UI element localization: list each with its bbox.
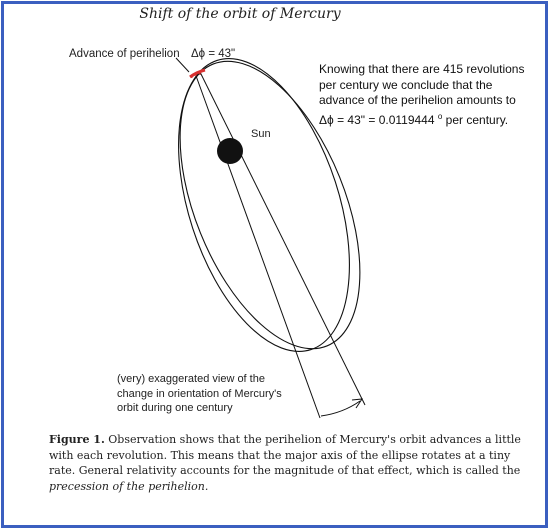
exaggerated-line-2: change in orientation of Mercury's	[117, 387, 282, 400]
figure-label: Figure 1.	[49, 433, 105, 446]
degree-symbol: o	[437, 111, 443, 121]
exaggerated-view-note	[117, 372, 317, 416]
advance-leader-line	[176, 58, 189, 72]
figure-caption	[49, 432, 521, 494]
sun-icon	[217, 138, 243, 164]
note-per-century: per century.	[442, 112, 509, 127]
precession-note	[319, 62, 544, 128]
note-line-4	[319, 109, 544, 129]
exaggerated-line-3: orbit during one century	[117, 402, 233, 414]
rotation-arc	[321, 401, 360, 416]
note-line-1: Knowing that there are 415 revolutions	[319, 62, 525, 76]
delta-phi-label: Δϕ = 43"	[191, 48, 236, 60]
caption-line-4: precession of the perihelion.	[49, 479, 209, 493]
advance-label: Advance of perihelion	[69, 48, 180, 60]
note-line-2: per century we conclude that the	[319, 77, 493, 92]
exaggerated-line-1: (very) exaggerated view of the	[117, 373, 265, 385]
caption-line-1-text: Observation shows that the perihelion of Mercury's orbit advances a little	[104, 433, 521, 446]
caption-line-2: with each revolution. This means that the major axis of the ellipse rotates at a tiny	[49, 448, 511, 462]
major-axis-1	[195, 73, 320, 418]
note-delta-value: Δϕ = 43" = 0.0119444	[319, 112, 435, 127]
figure-title: Shift of the orbit of Mercury	[139, 6, 341, 22]
note-line-3: advance of the perihelion amounts to	[319, 93, 516, 107]
caption-line-3: rate. General relativity accounts for the magnitude of that effect, which is called the	[49, 464, 521, 477]
caption-line-1	[49, 432, 521, 448]
sun-label: Sun	[251, 128, 271, 140]
